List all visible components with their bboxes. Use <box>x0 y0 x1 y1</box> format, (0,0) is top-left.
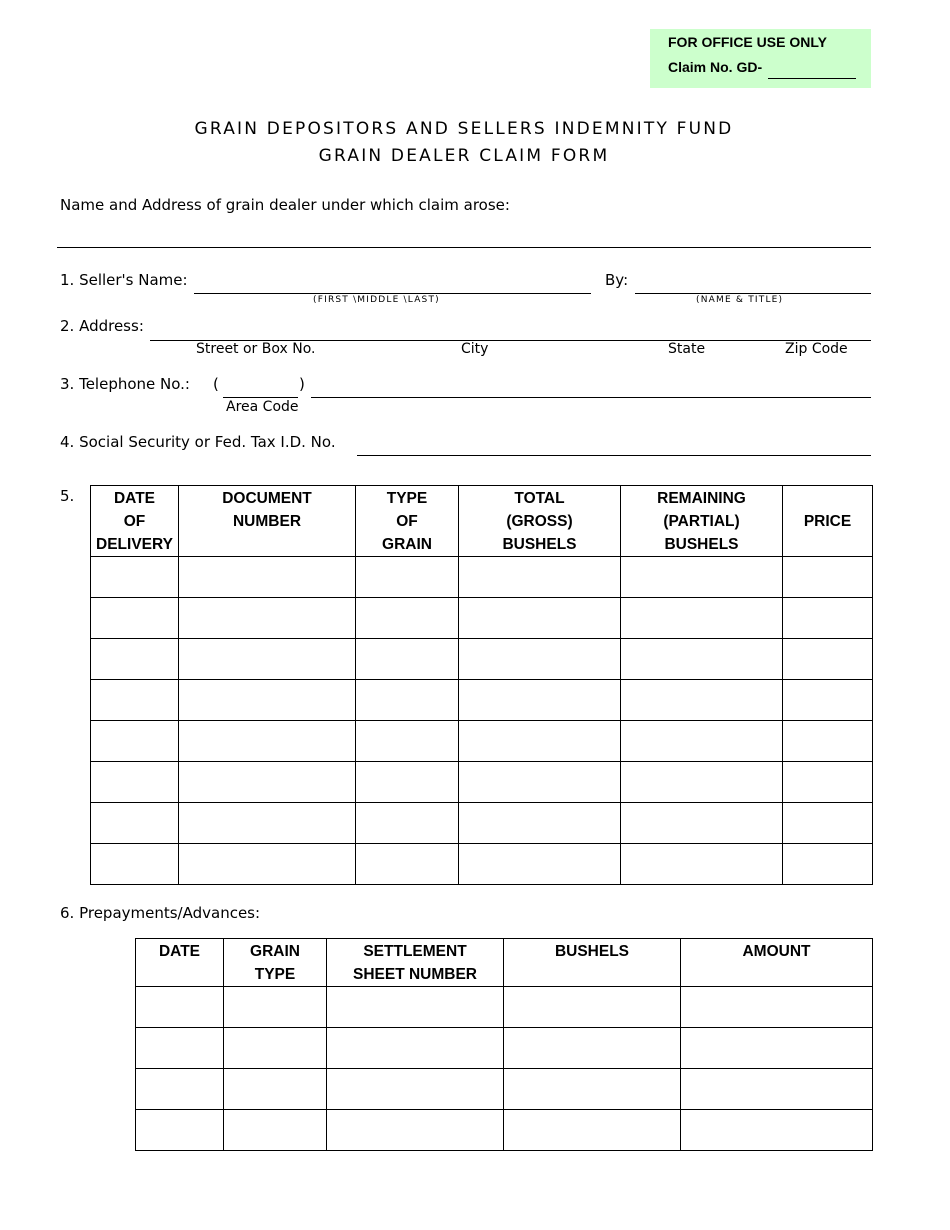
delivery-cell[interactable] <box>91 598 179 639</box>
delivery-cell[interactable] <box>91 680 179 721</box>
prepayment-row <box>136 1069 873 1110</box>
delivery-cell[interactable] <box>459 598 621 639</box>
section-5-number: 5. <box>60 487 75 505</box>
delivery-row <box>91 639 873 680</box>
delivery-cell[interactable] <box>91 844 179 885</box>
delivery-cell[interactable] <box>621 639 783 680</box>
form-subtitle: GRAIN DEALER CLAIM FORM <box>318 146 610 166</box>
close-paren: ) <box>299 375 305 393</box>
delivery-cell[interactable] <box>356 598 459 639</box>
prepayment-cell[interactable] <box>681 1110 873 1151</box>
delivery-cell[interactable] <box>179 680 356 721</box>
prepayment-cell[interactable] <box>681 987 873 1028</box>
delivery-cell[interactable] <box>621 680 783 721</box>
delivery-cell[interactable] <box>91 721 179 762</box>
seller-name-label: 1. Seller's Name: <box>60 271 188 289</box>
claim-number-field[interactable] <box>768 78 856 79</box>
delivery-row <box>91 844 873 885</box>
delivery-cell[interactable] <box>91 803 179 844</box>
delivery-row <box>91 680 873 721</box>
col-date: DATE <box>136 939 224 987</box>
delivery-cell[interactable] <box>621 762 783 803</box>
prepayment-row <box>136 987 873 1028</box>
prepayment-cell[interactable] <box>327 1028 504 1069</box>
delivery-cell[interactable] <box>459 803 621 844</box>
office-use-box <box>650 29 871 88</box>
delivery-row <box>91 721 873 762</box>
office-use-label: FOR OFFICE USE ONLY <box>668 34 827 50</box>
prepayments-label: 6. Prepayments/Advances: <box>60 904 261 922</box>
delivery-cell[interactable] <box>179 598 356 639</box>
col-bushels: BUSHELS <box>504 939 681 987</box>
state-hint: State <box>668 341 706 357</box>
dealer-label: Name and Address of grain dealer under which claim arose: <box>60 196 510 214</box>
prepayment-cell[interactable] <box>224 987 327 1028</box>
col-document-number: DOCUMENT NUMBER <box>179 486 356 557</box>
prepayment-cell[interactable] <box>224 1028 327 1069</box>
prepayment-cell[interactable] <box>224 1069 327 1110</box>
address-label: 2. Address: <box>60 317 144 335</box>
delivery-cell[interactable] <box>91 762 179 803</box>
delivery-cell[interactable] <box>783 762 873 803</box>
col-grain-type: GRAIN TYPE <box>224 939 327 987</box>
prepayment-cell[interactable] <box>136 1028 224 1069</box>
prepayment-cell[interactable] <box>327 987 504 1028</box>
prepayments-table <box>135 938 873 1151</box>
area-code-field[interactable] <box>223 397 298 398</box>
prepayment-cell[interactable] <box>327 1069 504 1110</box>
seller-name-hint: (FIRST \MIDDLE \LAST) <box>313 295 440 305</box>
delivery-cell[interactable] <box>783 844 873 885</box>
ssn-field[interactable] <box>357 455 871 456</box>
prepayment-cell[interactable] <box>327 1110 504 1151</box>
by-hint: (NAME & TITLE) <box>696 295 784 305</box>
by-label: By: <box>605 271 629 289</box>
dealer-field[interactable] <box>57 247 871 248</box>
prepayment-row <box>136 1028 873 1069</box>
form-title: GRAIN DEPOSITORS AND SELLERS INDEMNITY FUND <box>194 119 734 139</box>
delivery-cell[interactable] <box>621 844 783 885</box>
col-date-of-delivery: DATE OF DELIVERY <box>91 486 179 557</box>
delivery-cell[interactable] <box>356 721 459 762</box>
delivery-cell[interactable] <box>459 762 621 803</box>
col-price: PRICE <box>783 486 873 557</box>
delivery-cell[interactable] <box>179 762 356 803</box>
telephone-field[interactable] <box>311 397 871 398</box>
prepayment-cell[interactable] <box>224 1110 327 1151</box>
city-hint: City <box>461 341 489 357</box>
col-remaining-partial-bushels: REMAINING (PARTIAL) BUSHELS <box>621 486 783 557</box>
prepayment-cell[interactable] <box>504 1069 681 1110</box>
delivery-cell[interactable] <box>356 557 459 598</box>
delivery-cell[interactable] <box>179 803 356 844</box>
delivery-cell[interactable] <box>179 721 356 762</box>
delivery-cell[interactable] <box>621 557 783 598</box>
seller-name-field[interactable] <box>194 293 591 294</box>
prepayment-cell[interactable] <box>504 1028 681 1069</box>
col-total-gross-bushels: TOTAL (GROSS) BUSHELS <box>459 486 621 557</box>
col-settlement-sheet-number: SETTLEMENT SHEET NUMBER <box>327 939 504 987</box>
delivery-cell[interactable] <box>356 844 459 885</box>
claim-number-label: Claim No. GD- <box>668 59 763 75</box>
delivery-cell[interactable] <box>783 721 873 762</box>
delivery-cell[interactable] <box>783 680 873 721</box>
prepayment-cell[interactable] <box>504 987 681 1028</box>
delivery-row <box>91 803 873 844</box>
delivery-row <box>91 598 873 639</box>
prepayment-cell[interactable] <box>136 987 224 1028</box>
by-field[interactable] <box>635 293 871 294</box>
col-amount: AMOUNT <box>681 939 873 987</box>
delivery-cell[interactable] <box>621 598 783 639</box>
delivery-cell[interactable] <box>356 803 459 844</box>
delivery-cell[interactable] <box>459 639 621 680</box>
prepayment-cell[interactable] <box>136 1069 224 1110</box>
area-code-hint: Area Code <box>226 399 299 415</box>
delivery-cell[interactable] <box>179 557 356 598</box>
zip-hint: Zip Code <box>785 341 848 357</box>
delivery-cell[interactable] <box>179 844 356 885</box>
delivery-cell[interactable] <box>783 557 873 598</box>
prepayment-cell[interactable] <box>681 1028 873 1069</box>
delivery-cell[interactable] <box>459 557 621 598</box>
delivery-cell[interactable] <box>91 557 179 598</box>
col-type-of-grain: TYPE OF GRAIN <box>356 486 459 557</box>
delivery-cell[interactable] <box>459 844 621 885</box>
delivery-cell[interactable] <box>179 639 356 680</box>
delivery-cell[interactable] <box>621 803 783 844</box>
prepayment-row <box>136 1110 873 1151</box>
delivery-cell[interactable] <box>459 721 621 762</box>
prepayment-cell[interactable] <box>681 1069 873 1110</box>
delivery-cell[interactable] <box>783 598 873 639</box>
delivery-cell[interactable] <box>356 680 459 721</box>
open-paren: ( <box>213 375 219 393</box>
street-hint: Street or Box No. <box>196 341 316 357</box>
delivery-cell[interactable] <box>459 680 621 721</box>
delivery-row <box>91 557 873 598</box>
delivery-cell[interactable] <box>783 803 873 844</box>
deliveries-table <box>90 485 873 885</box>
delivery-cell[interactable] <box>356 762 459 803</box>
delivery-row <box>91 762 873 803</box>
delivery-cell[interactable] <box>356 639 459 680</box>
prepayment-cell[interactable] <box>504 1110 681 1151</box>
delivery-cell[interactable] <box>91 639 179 680</box>
ssn-label: 4. Social Security or Fed. Tax I.D. No. <box>60 433 336 451</box>
prepayment-cell[interactable] <box>136 1110 224 1151</box>
telephone-label: 3. Telephone No.: <box>60 375 190 393</box>
delivery-cell[interactable] <box>621 721 783 762</box>
delivery-cell[interactable] <box>783 639 873 680</box>
